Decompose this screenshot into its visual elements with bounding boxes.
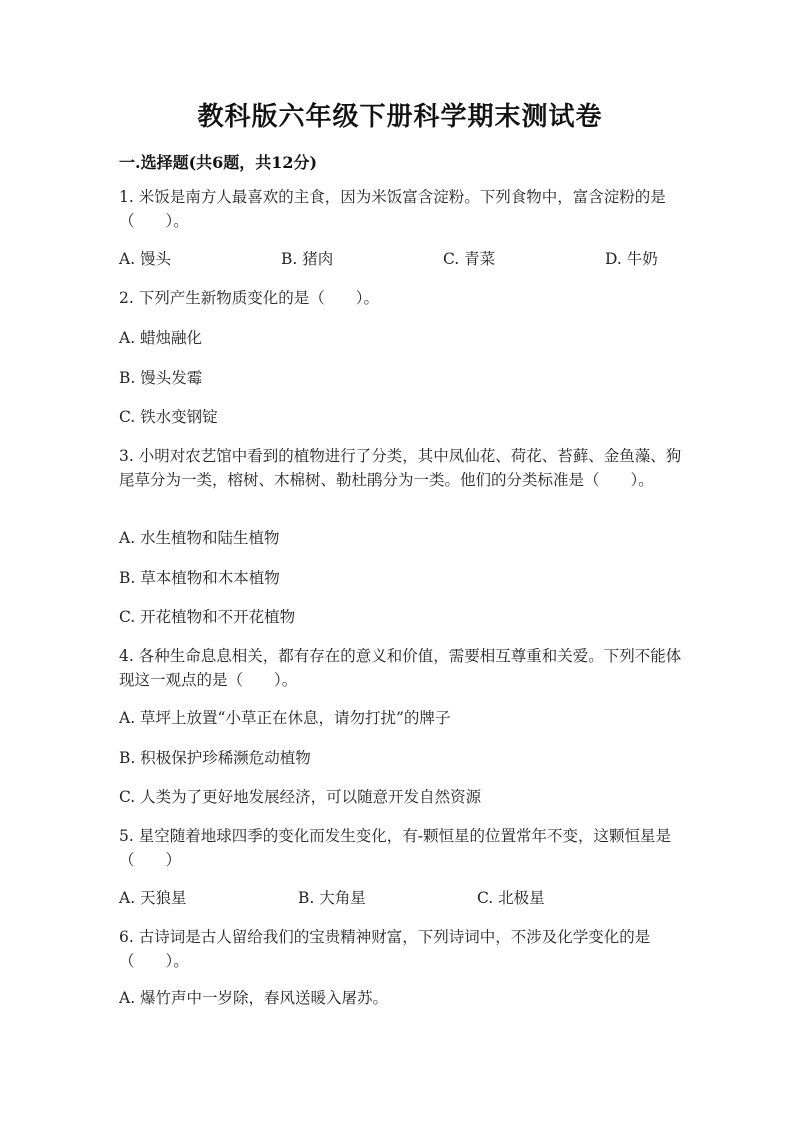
question-1-option-d: D. 牛奶 — [605, 250, 658, 268]
question-1-option-b: B. 猪肉 — [281, 250, 334, 268]
question-4-option-b: B. 积极保护珍稀濒危动植物 — [119, 749, 311, 767]
question-1-option-a: A. 馒头 — [119, 250, 172, 268]
question-5-option-a: A. 天狼星 — [119, 889, 187, 907]
question-5-stem: 5. 星空随着地球四季的变化而发生变化，有-颗恒星的位置常年不变，这颗恒星是（ ） — [119, 827, 671, 869]
section-heading: 一.选择题(共6题，共12分) — [119, 153, 318, 172]
question-5-option-b: B. 大角星 — [298, 889, 366, 907]
question-1-option-c: C. 青菜 — [443, 250, 496, 268]
question-5-option-c: C. 北极星 — [477, 889, 545, 907]
question-6-stem: 6. 古诗词是古人留给我们的宝贵精神财富，下列诗词中，不涉及化学变化的是（ ）。 — [119, 928, 651, 970]
question-1-stem: 1. 米饭是南方人最喜欢的主食，因为米饭富含淀粉。下列食物中，富含淀粉的是（ ）。 — [119, 188, 666, 230]
question-3-option-a: A. 水生植物和陆生植物 — [119, 529, 280, 547]
question-4-stem: 4. 各种生命息息相关，都有存在的意义和价值，需要相互尊重和关爱。下列不能体现这一观点的是（ ）。 — [119, 647, 682, 689]
question-2-stem: 2. 下列产生新物质变化的是（ ）。 — [119, 289, 379, 307]
question-3-option-c: C. 开花植物和不开花植物 — [119, 608, 296, 626]
question-2-option-c: C. 铁水变钢锭 — [119, 408, 218, 426]
question-6-option-a: A. 爆竹声中一岁除，春风送暖入屠苏。 — [119, 989, 389, 1007]
question-3-stem: 3. 小明对农艺馆中看到的植物进行了分类，其中凤仙花、荷花、苔藓、金鱼藻、狗尾草分为一类，榕树、木棉树、勒杜鹃分为一类。他们的分类标准是（ ）。 — [119, 447, 682, 489]
question-4-option-a: A. 草坪上放置“小草正在休息，请勿打扰”的牌子 — [119, 709, 451, 727]
question-3-option-b: B. 草本植物和木本植物 — [119, 569, 280, 587]
exam-title: 教科版六年级下册科学期末测试卷 — [197, 102, 603, 132]
question-4-option-c: C. 人类为了更好地发展经济，可以随意开发自然资源 — [119, 788, 482, 806]
question-2-option-b: B. 馒头发霉 — [119, 369, 203, 387]
question-2-option-a: A. 蜡烛融化 — [119, 329, 203, 347]
